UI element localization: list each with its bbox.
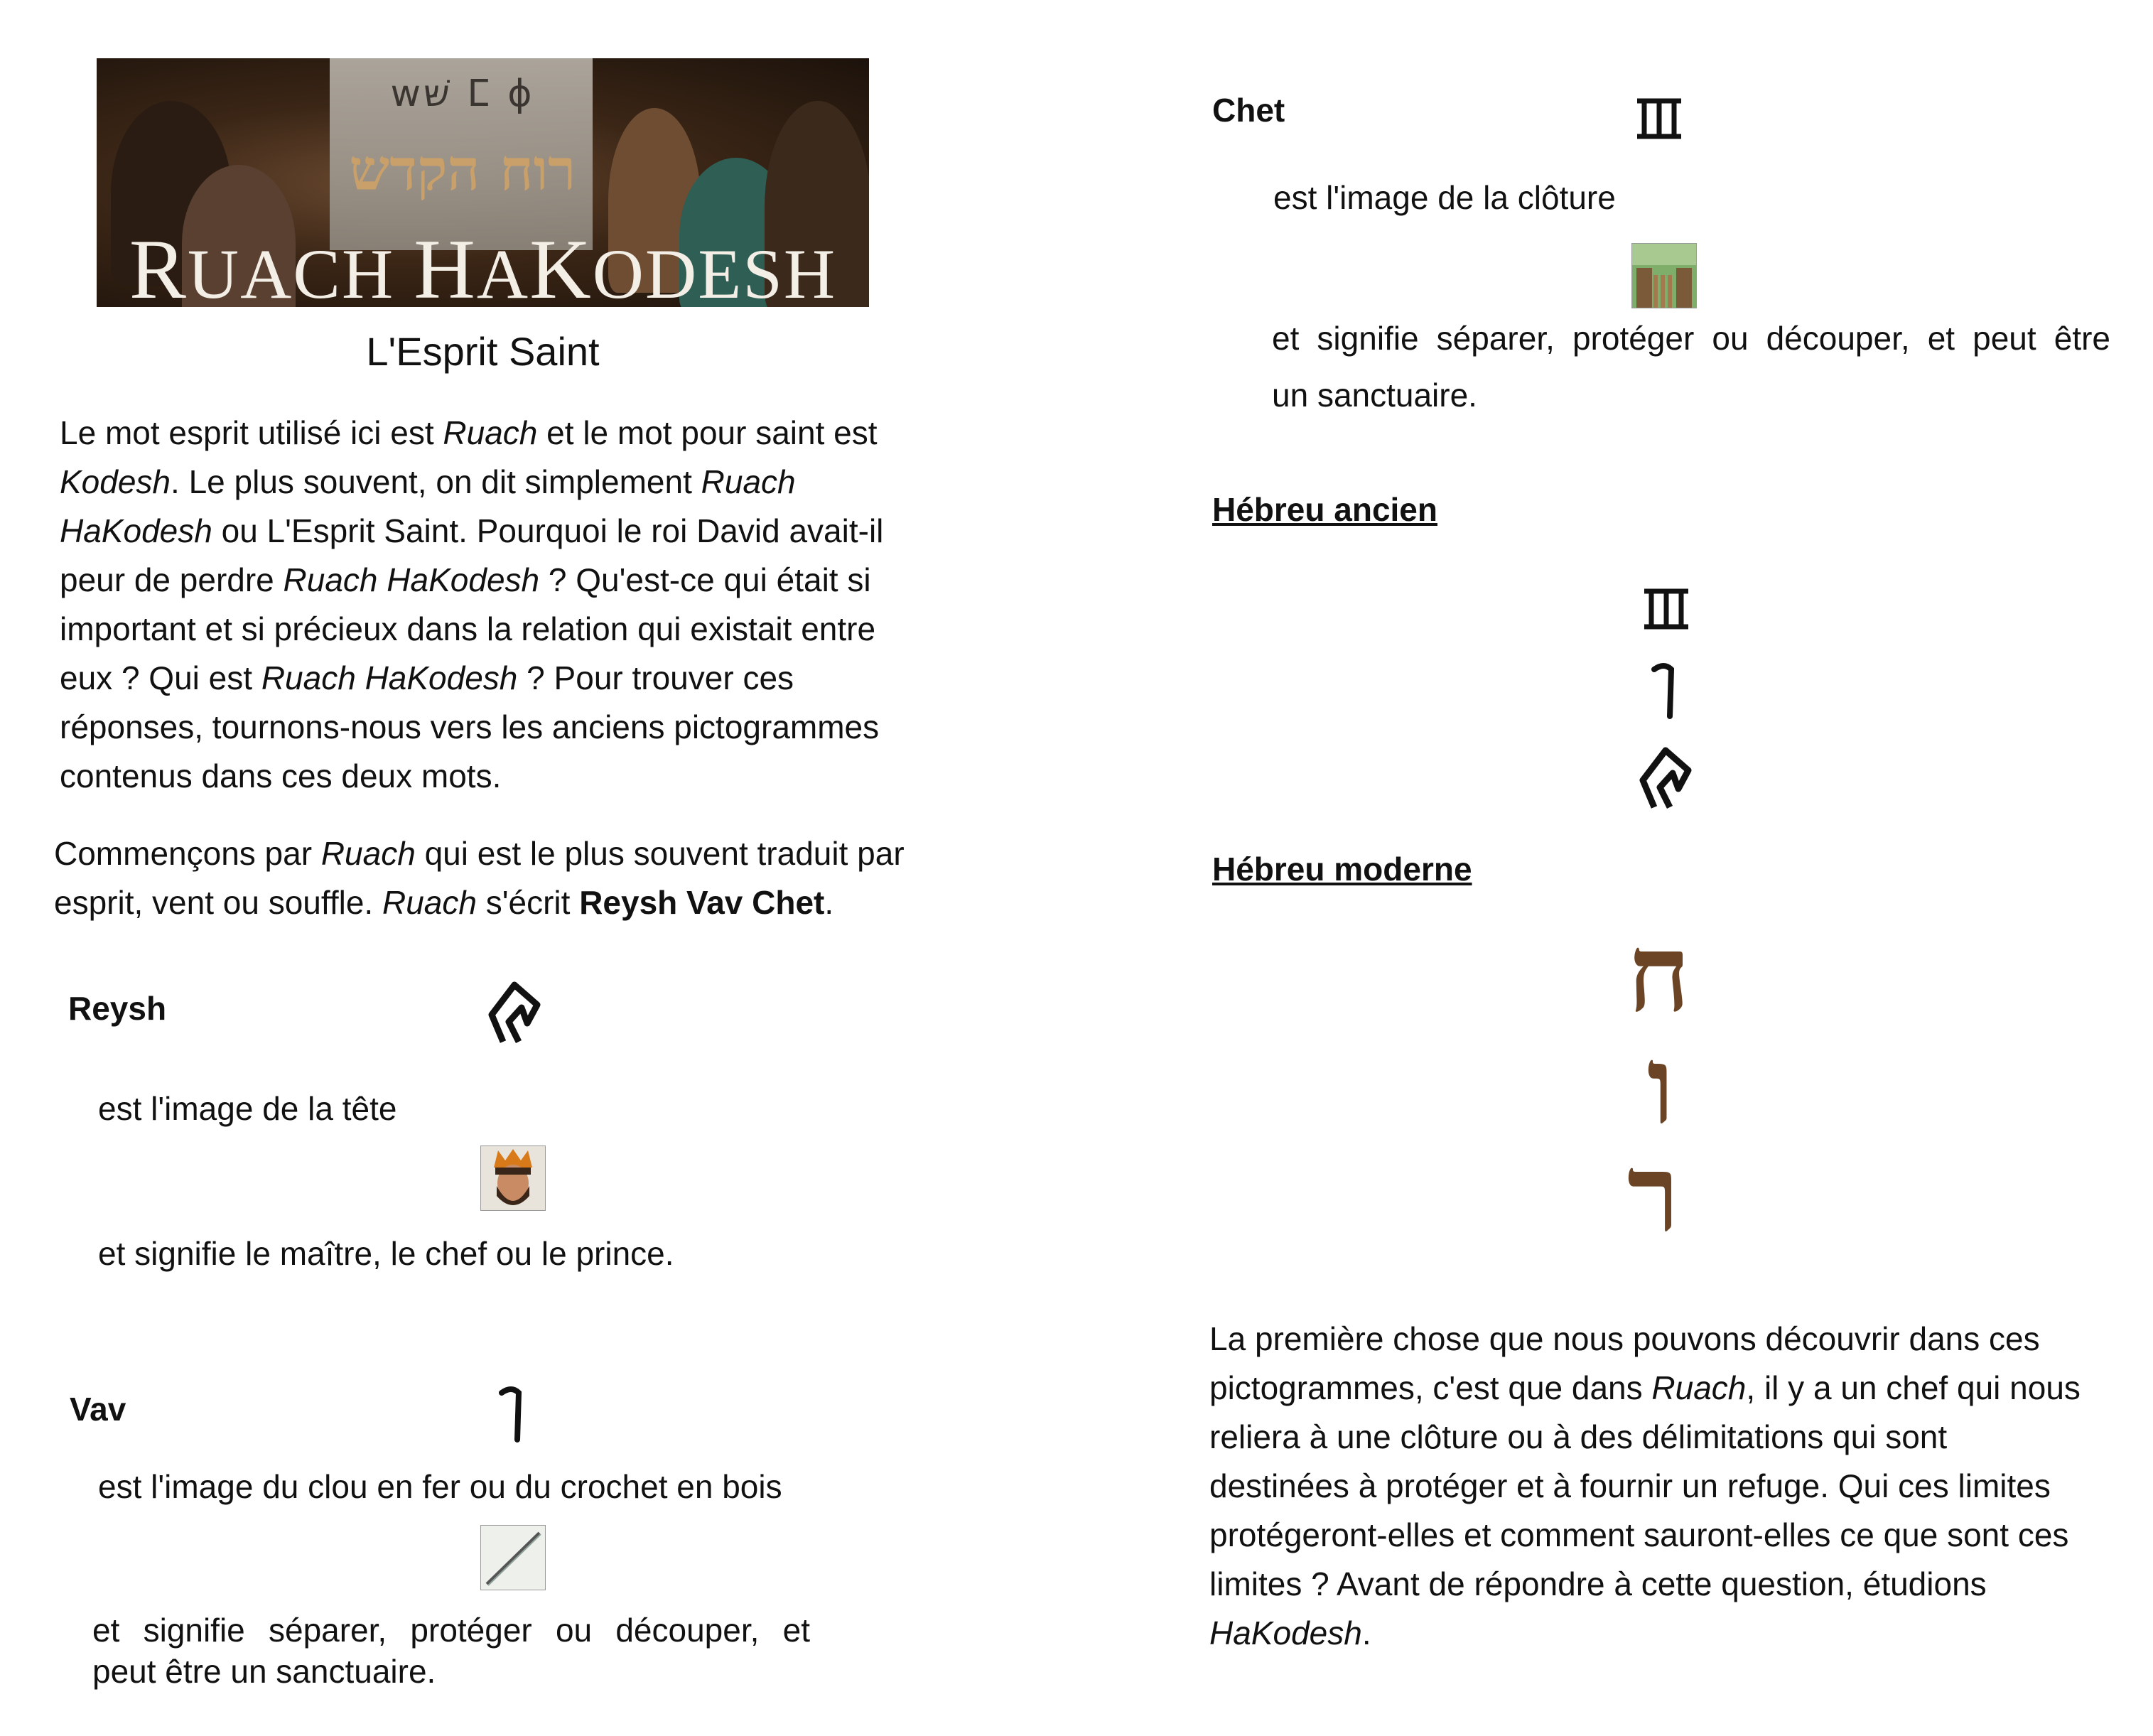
conclusion-paragraph bbox=[1209, 1315, 2126, 1658]
text-segment: Reysh Vav Chet bbox=[579, 884, 825, 921]
vav-desc-3: peut être un sanctuaire. bbox=[92, 1653, 436, 1690]
vav-desc-2: et signifie séparer, protéger ou découper, et bbox=[92, 1612, 810, 1649]
text-line bbox=[60, 752, 948, 801]
modern-glyph-vav: ו bbox=[1647, 1023, 1675, 1148]
modern-hebrew-heading: Hébreu moderne bbox=[1212, 851, 1472, 888]
text-segment: et le mot pour saint est bbox=[537, 414, 878, 451]
text-segment: Ruach bbox=[443, 414, 538, 451]
modern-glyph-reysh: ר bbox=[1627, 1131, 1680, 1256]
text-line bbox=[54, 829, 971, 878]
text-segment: Le mot esprit utilisé ici est bbox=[60, 414, 443, 451]
text-line bbox=[1209, 1413, 2126, 1462]
text-segment: . bbox=[1361, 1614, 1371, 1651]
text-segment: qui est le plus souvent traduit par bbox=[415, 835, 905, 872]
vav-glyph-icon bbox=[497, 1383, 526, 1446]
ancient-glyph-chet-icon bbox=[1641, 587, 1691, 635]
text-segment: . Le plus souvent, on dit simplement bbox=[171, 463, 701, 500]
text-segment: Ruach HaKodesh bbox=[283, 561, 540, 598]
reysh-glyph-icon bbox=[487, 979, 541, 1057]
text-segment: Kodesh bbox=[60, 463, 171, 500]
text-segment: peur de perdre bbox=[60, 561, 284, 598]
vav-label: Vav bbox=[70, 1391, 126, 1428]
text-segment: ou L'Esprit Saint. Pourquoi le roi David avait-il bbox=[212, 512, 884, 549]
chet-desc-2: et signifie séparer, protéger ou découper, et peut être bbox=[1272, 320, 2110, 357]
intro-paragraph bbox=[60, 409, 948, 801]
reysh-desc-1: est l'image de la tête bbox=[98, 1090, 397, 1127]
modern-glyph-chet: ח bbox=[1627, 911, 1690, 1036]
text-segment: ? Pour trouver ces bbox=[517, 659, 794, 696]
banner-hebrew-text: רוח הקדש bbox=[349, 136, 576, 203]
text-segment: limites ? Avant de répondre à cette question, étudions bbox=[1209, 1565, 1987, 1602]
text-segment: pictogrammes, c'est que dans bbox=[1209, 1369, 1652, 1406]
banner-paleo-text: wשּּׁ ⵎ ɸ bbox=[390, 72, 535, 115]
chet-label: Chet bbox=[1212, 92, 1285, 129]
text-segment: Ruach bbox=[1651, 1369, 1747, 1406]
nail-image bbox=[480, 1525, 546, 1590]
text-line bbox=[1209, 1511, 2126, 1560]
text-segment: La première chose que nous pouvons découvrir dans ces bbox=[1209, 1320, 2040, 1357]
text-segment: reliera à une clôture ou à des délimitations qui sont bbox=[1209, 1418, 1948, 1455]
fence-gate-image bbox=[1631, 243, 1697, 308]
text-segment: Ruach bbox=[382, 884, 477, 921]
ruach-hakodesh-banner bbox=[97, 58, 869, 307]
text-line bbox=[1209, 1560, 2126, 1609]
text-segment: réponses, tournons-nous vers les anciens pictogrammes bbox=[60, 708, 880, 745]
text-segment: esprit, vent ou souffle. bbox=[54, 884, 382, 921]
text-segment: Commençons par bbox=[54, 835, 321, 872]
text-line bbox=[60, 654, 948, 703]
text-line bbox=[54, 878, 971, 927]
ancient-hebrew-heading: Hébreu ancien bbox=[1212, 491, 1437, 528]
ancient-glyph-reysh-icon bbox=[1639, 745, 1693, 814]
text-segment: Ruach bbox=[320, 835, 416, 872]
text-line bbox=[60, 703, 948, 752]
text-line bbox=[60, 458, 948, 507]
text-line bbox=[60, 409, 948, 458]
text-segment: s'écrit bbox=[476, 884, 580, 921]
text-segment: contenus dans ces deux mots. bbox=[60, 758, 502, 794]
chet-desc-3: un sanctuaire. bbox=[1272, 377, 1477, 414]
chet-glyph-icon bbox=[1634, 97, 1684, 144]
banner-title: RUACH HAKODESH bbox=[129, 222, 837, 307]
text-segment: Ruach HaKodesh bbox=[261, 659, 518, 696]
text-line bbox=[60, 605, 948, 654]
text-line bbox=[1209, 1315, 2126, 1364]
text-segment: eux ? Qui est bbox=[60, 659, 261, 696]
text-line bbox=[60, 507, 948, 556]
text-segment: HaKodesh bbox=[1209, 1614, 1362, 1651]
page-title: L'Esprit Saint bbox=[366, 329, 600, 374]
text-line bbox=[1209, 1364, 2126, 1413]
text-line bbox=[60, 556, 948, 605]
text-segment: Ruach bbox=[701, 463, 796, 500]
chet-desc-1: est l'image de la clôture bbox=[1273, 179, 1616, 216]
text-segment: HaKodesh bbox=[60, 512, 212, 549]
ruach-paragraph bbox=[54, 829, 971, 927]
ancient-glyph-vav-icon bbox=[1650, 659, 1678, 723]
reysh-desc-2: et signifie le maître, le chef ou le prince. bbox=[98, 1235, 674, 1272]
text-line bbox=[1209, 1462, 2126, 1511]
text-segment: ? Qu'est-ce qui était si bbox=[539, 561, 871, 598]
king-head-image bbox=[480, 1145, 546, 1211]
vav-desc-1: est l'image du clou en fer ou du crochet en bois bbox=[98, 1468, 782, 1505]
text-segment: destinées à protéger et à fournir un refuge. Qui ces limites bbox=[1209, 1467, 2051, 1504]
text-segment: . bbox=[824, 884, 834, 921]
text-line bbox=[1209, 1609, 2126, 1658]
text-segment: protégeront-elles et comment sauront-elles ce que sont ces bbox=[1209, 1516, 2069, 1553]
reysh-label: Reysh bbox=[68, 990, 167, 1027]
text-segment: important et si précieux dans la relation qui existait entre bbox=[60, 610, 876, 647]
text-segment: , il y a un chef qui nous bbox=[1746, 1369, 2081, 1406]
